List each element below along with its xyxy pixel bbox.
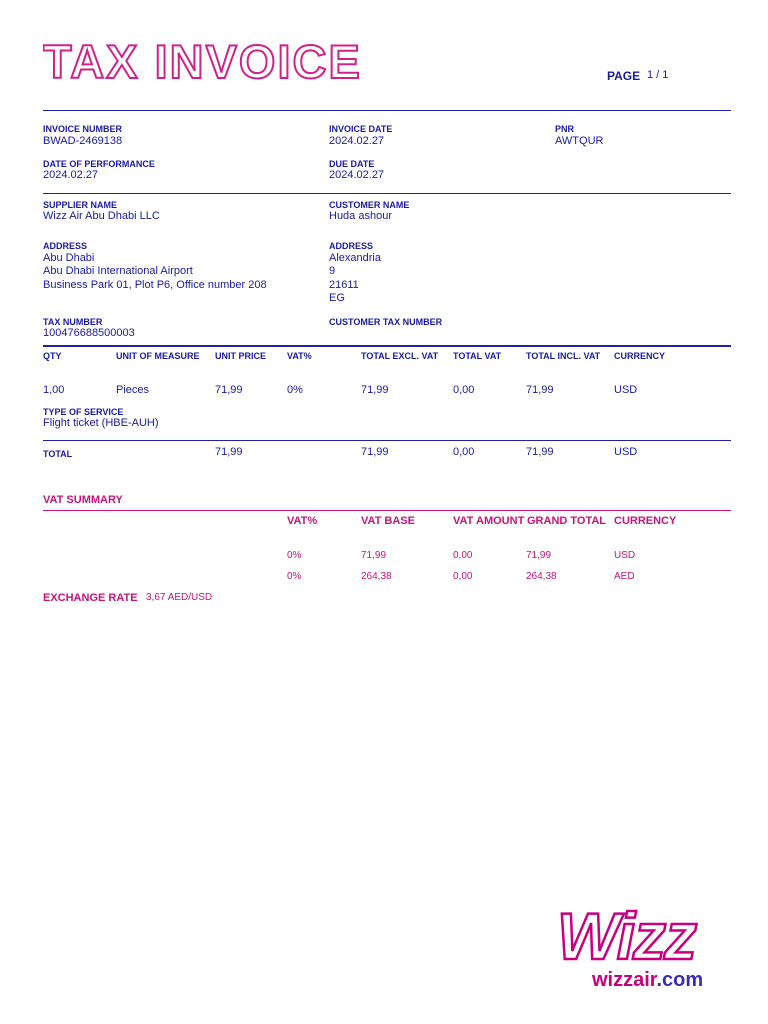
total-currency: USD xyxy=(614,446,638,458)
vat-col-header-amount: VAT AMOUNT xyxy=(453,515,525,527)
page-label: PAGE xyxy=(607,69,641,83)
vat-row-pct: 0% xyxy=(287,550,302,561)
pnr-value: AWTQUR xyxy=(555,135,604,147)
service-type: Flight ticket (HBE-AUH) xyxy=(43,417,159,429)
item-unit-price: 71,99 xyxy=(215,384,243,396)
total-unit-price: 71,99 xyxy=(215,446,243,458)
customer-name-label: CUSTOMER NAME xyxy=(329,200,410,210)
customer-name: Huda ashour xyxy=(329,210,392,222)
vat-summary-title: VAT SUMMARY xyxy=(43,494,123,506)
supplier-address-label: ADDRESS xyxy=(43,241,88,251)
customer-address-line: EG xyxy=(329,292,345,304)
col-header-total-incl: TOTAL INCL. VAT xyxy=(526,351,601,361)
item-total-vat: 0,00 xyxy=(453,384,475,396)
item-currency: USD xyxy=(614,384,638,396)
page-number: 1 / 1 xyxy=(647,69,669,81)
item-unit: Pieces xyxy=(116,384,150,396)
divider xyxy=(43,440,731,441)
exchange-rate-label: EXCHANGE RATE xyxy=(43,592,138,604)
vat-row-currency: USD xyxy=(614,550,636,561)
logo-site-name: wizzair xyxy=(592,969,657,991)
item-qty: 1,00 xyxy=(43,384,65,396)
wizzair-logo xyxy=(555,895,725,991)
page-title xyxy=(43,38,443,84)
invoice-date-label: INVOICE DATE xyxy=(329,124,393,134)
supplier-tax-label: TAX NUMBER xyxy=(43,317,103,327)
customer-tax-label: CUSTOMER TAX NUMBER xyxy=(329,317,443,327)
item-total-incl: 71,99 xyxy=(526,384,554,396)
svg-text:TAX INVOICE: TAX INVOICE xyxy=(43,38,362,84)
divider xyxy=(43,193,731,194)
invoice-date: 2024.02.27 xyxy=(329,135,385,147)
invoice-number-label: INVOICE NUMBER xyxy=(43,124,123,134)
item-total-excl: 71,99 xyxy=(361,384,389,396)
supplier-address-line: Abu Dhabi xyxy=(43,252,95,264)
vat-row-amount: 0,00 xyxy=(453,571,473,582)
total-vat: 0,00 xyxy=(453,446,475,458)
vat-col-header-grand-total: GRAND TOTAL xyxy=(527,515,607,527)
col-header-vat-pct: VAT% xyxy=(287,351,312,361)
due-date-label: DUE DATE xyxy=(329,159,375,169)
customer-address-line: Alexandria xyxy=(329,252,381,264)
col-header-unit-price: UNIT PRICE xyxy=(215,351,267,361)
col-header-unit: UNIT OF MEASURE xyxy=(116,351,200,361)
vat-row-base: 71,99 xyxy=(361,550,387,561)
divider xyxy=(43,345,731,347)
customer-address-label: ADDRESS xyxy=(329,241,374,251)
wizz-logo-icon xyxy=(555,895,725,970)
total-incl-vat: 71,99 xyxy=(526,446,554,458)
divider xyxy=(43,510,731,511)
logo-site-tld: .com xyxy=(656,969,704,991)
vat-col-header-pct: VAT% xyxy=(287,515,318,527)
customer-address-line: 9 xyxy=(329,265,336,277)
performance-date: 2024.02.27 xyxy=(43,169,99,181)
col-header-total-vat: TOTAL VAT xyxy=(453,351,502,361)
vat-row-base: 264,38 xyxy=(361,571,392,582)
vat-col-header-base: VAT BASE xyxy=(361,515,415,527)
col-header-total-excl: TOTAL EXCL. VAT xyxy=(361,351,439,361)
col-header-currency: CURRENCY xyxy=(614,351,666,361)
vat-row-pct: 0% xyxy=(287,571,302,582)
col-header-qty: QTY xyxy=(43,351,62,361)
due-date: 2024.02.27 xyxy=(329,169,385,181)
vat-row-currency: AED xyxy=(614,571,635,582)
svg-text:Wizz: Wizz xyxy=(557,899,696,970)
customer-address-line: 21611 xyxy=(329,279,359,291)
supplier-address-line: Business Park 01, Plot P6, Office number 208 xyxy=(43,279,267,291)
item-vat-pct: 0% xyxy=(287,384,303,396)
total-excl-vat: 71,99 xyxy=(361,446,389,458)
supplier-tax-number: 100476688500003 xyxy=(43,327,135,339)
supplier-name: Wizz Air Abu Dhabi LLC xyxy=(43,210,160,222)
supplier-address-line: Abu Dhabi International Airport xyxy=(43,265,193,277)
total-label: TOTAL xyxy=(43,449,73,459)
vat-row-grand-total: 264,38 xyxy=(526,571,557,582)
performance-date-label: DATE OF PERFORMANCE xyxy=(43,159,155,169)
invoice-number: BWAD-2469138 xyxy=(43,135,123,147)
vat-row-grand-total: 71,99 xyxy=(526,550,552,561)
vat-row-amount: 0,00 xyxy=(453,550,473,561)
pnr-label: PNR xyxy=(555,124,575,134)
exchange-rate-value: 3,67 AED/USD xyxy=(146,592,213,603)
service-type-label: TYPE OF SERVICE xyxy=(43,407,124,417)
divider xyxy=(43,110,731,111)
vat-col-header-currency: CURRENCY xyxy=(614,515,677,527)
supplier-name-label: SUPPLIER NAME xyxy=(43,200,118,210)
